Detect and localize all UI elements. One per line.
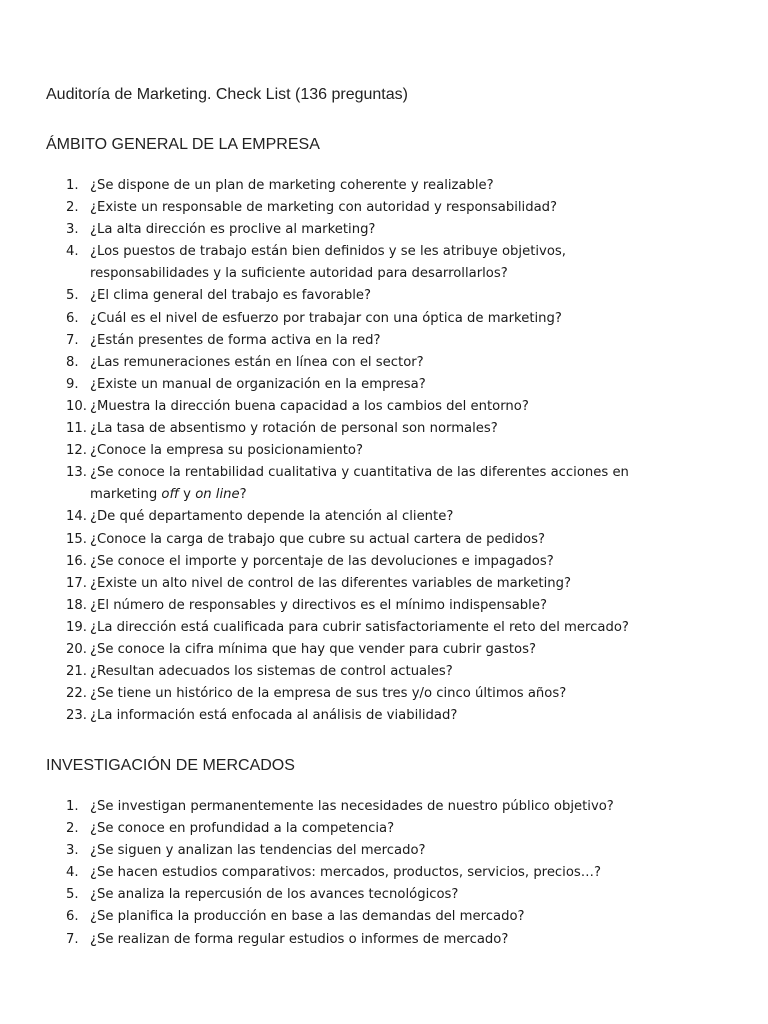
item-text: ¿Existe un responsable de marketing con autoridad y responsabilidad? xyxy=(90,200,558,216)
item-number: 7. xyxy=(66,332,79,348)
list-item xyxy=(66,551,746,573)
item-number: 22. xyxy=(66,686,87,702)
item-number: 6. xyxy=(66,310,79,326)
item-text: ¿Cuál es el nivel de esfuerzo por trabajar con una óptica de marketing? xyxy=(90,310,562,326)
item-number: 3. xyxy=(66,843,79,859)
item-text-part: y xyxy=(178,487,196,503)
item-text: ¿Se conoce la cifra mínima que hay que vender para cubrir gastos? xyxy=(90,641,536,657)
item-text: ¿Se planifica la producción en base a las demandas del mercado? xyxy=(90,909,525,925)
list-item xyxy=(66,661,746,683)
item-number: 16. xyxy=(66,553,87,569)
item-number: 7. xyxy=(66,931,79,947)
item-text: ¿Las remuneraciones están en línea con el sector? xyxy=(90,354,424,370)
item-number: 6. xyxy=(66,909,79,925)
list-item xyxy=(66,462,746,506)
list-item xyxy=(66,840,746,862)
list-item xyxy=(66,529,746,551)
list-item xyxy=(66,573,746,595)
list-item xyxy=(66,396,746,418)
list-item xyxy=(66,683,746,705)
list-item xyxy=(66,818,746,840)
list-item xyxy=(66,418,746,440)
item-number: 15. xyxy=(66,531,87,547)
item-text: ¿Se tiene un histórico de la empresa de sus tres y/o cinco últimos años? xyxy=(90,686,567,702)
item-number: 4. xyxy=(66,244,79,260)
item-number: 8. xyxy=(66,354,79,370)
list-item xyxy=(66,352,746,374)
item-text: ¿Se investigan permanentemente las necesidades de nuestro público objetivo? xyxy=(90,799,614,814)
list-item xyxy=(66,705,746,727)
list-item xyxy=(66,308,746,330)
item-text: ¿Se dispone de un plan de marketing coherente y realizable? xyxy=(90,178,494,193)
item-number: 11. xyxy=(66,421,87,437)
item-number: 12. xyxy=(66,443,87,459)
item-text: ¿La información está enfocada al análisis de viabilidad? xyxy=(90,708,458,724)
list-item xyxy=(66,884,746,906)
list-item xyxy=(66,506,746,528)
list-item xyxy=(66,374,746,396)
item-text-line1: ¿Se conoce la rentabilidad cualitativa y cuantitativa de las diferentes acciones en xyxy=(90,465,629,481)
list-item xyxy=(66,197,746,219)
list-item xyxy=(66,241,746,285)
question-list-ambito-general xyxy=(66,175,746,727)
section-heading-ambito-general: ÁMBITO GENERAL DE LA EMPRESA xyxy=(46,136,320,153)
item-text: ¿Se siguen y analizan las tendencias del mercado? xyxy=(90,843,426,859)
item-text: ¿La alta dirección es proclive al marketing? xyxy=(90,222,376,238)
item-text: ¿La tasa de absentismo y rotación de personal son normales? xyxy=(90,421,498,437)
item-number: 4. xyxy=(66,865,79,881)
item-text: ¿Se conoce en profundidad a la competencia? xyxy=(90,821,395,837)
item-number: 18. xyxy=(66,597,87,613)
question-list-investigacion-mercados xyxy=(66,796,746,951)
item-text: ¿Existe un manual de organización en la empresa? xyxy=(90,376,426,392)
list-item xyxy=(66,617,746,639)
item-text: ¿Conoce la carga de trabajo que cubre su actual cartera de pedidos? xyxy=(90,531,545,547)
item-number: 3. xyxy=(66,222,79,238)
list-item xyxy=(66,906,746,928)
item-number: 2. xyxy=(66,200,79,216)
item-text: ¿Se hacen estudios comparativos: mercados, productos, servicios, precios…? xyxy=(90,865,601,881)
item-number: 5. xyxy=(66,288,79,304)
item-number: 13. xyxy=(66,465,87,481)
item-text: ¿La dirección está cualificada para cubrir satisfactoriamente el reto del mercado? xyxy=(90,619,629,635)
item-text: ¿Se conoce el importe y porcentaje de las devoluciones e impagados? xyxy=(90,553,554,569)
item-number: 17. xyxy=(66,575,87,591)
item-number: 5. xyxy=(66,887,79,903)
list-item xyxy=(66,219,746,241)
list-item xyxy=(66,862,746,884)
list-item xyxy=(66,330,746,352)
item-text: ¿El número de responsables y directivos es el mínimo indispensable? xyxy=(90,597,547,613)
item-text: ¿Existe un alto nivel de control de las diferentes variables de marketing? xyxy=(90,575,571,591)
list-item xyxy=(66,175,746,197)
item-text: ¿Se realizan de forma regular estudios o informes de mercado? xyxy=(90,931,509,947)
item-number: 1. xyxy=(66,799,79,814)
item-number: 14. xyxy=(66,509,87,525)
item-text-italic-online: on line xyxy=(195,487,240,503)
item-text-line1: ¿Los puestos de trabajo están bien definidos y se les atribuye objetivos, xyxy=(90,244,566,260)
item-text: ¿Muestra la dirección buena capacidad a los cambios del entorno? xyxy=(90,398,529,414)
item-text: ¿Están presentes de forma activa en la red? xyxy=(90,332,381,348)
item-text: ¿Se analiza la repercusión de los avances tecnológicos? xyxy=(90,887,459,903)
list-item xyxy=(66,440,746,462)
item-text: ¿Resultan adecuados los sistemas de control actuales? xyxy=(90,664,453,680)
item-text-part: marketing xyxy=(90,487,162,503)
item-number: 9. xyxy=(66,376,79,392)
item-text-line2 xyxy=(90,484,746,506)
item-number: 19. xyxy=(66,619,87,635)
list-item xyxy=(66,639,746,661)
item-text-italic-off: off xyxy=(161,487,179,503)
item-text: ¿El clima general del trabajo es favorable? xyxy=(90,288,372,304)
list-item xyxy=(66,595,746,617)
item-number: 2. xyxy=(66,821,79,837)
list-item xyxy=(66,929,746,951)
item-text-line2: responsabilidades y la suficiente autoridad para desarrollarlos? xyxy=(90,266,508,282)
list-item xyxy=(66,796,746,818)
item-number: 20. xyxy=(66,641,87,657)
item-text-part: ? xyxy=(239,487,247,503)
item-number: 1. xyxy=(66,178,79,193)
item-number: 21. xyxy=(66,664,87,680)
document-title: Auditoría de Marketing. Check List (136 preguntas) xyxy=(46,86,408,103)
list-item xyxy=(66,285,746,307)
item-number: 10. xyxy=(66,398,87,414)
item-number: 23. xyxy=(66,708,87,724)
section-heading-investigacion-mercados: INVESTIGACIÓN DE MERCADOS xyxy=(46,757,295,774)
item-text: ¿De qué departamento depende la atención al cliente? xyxy=(90,509,454,525)
item-text: ¿Conoce la empresa su posicionamiento? xyxy=(90,443,363,459)
